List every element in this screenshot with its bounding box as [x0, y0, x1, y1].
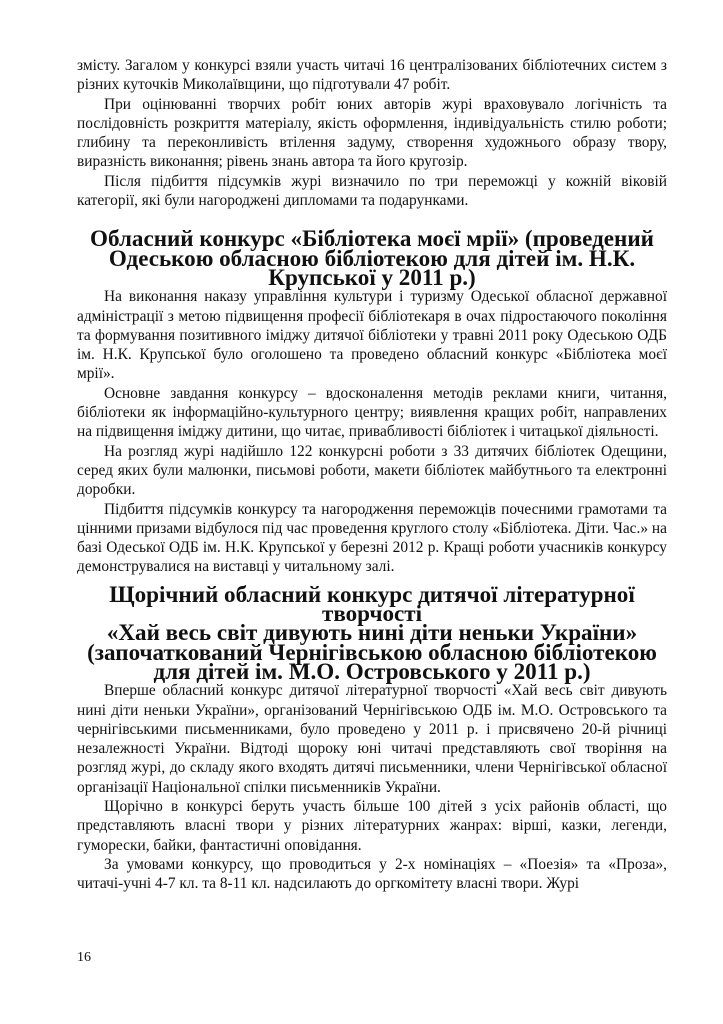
paragraph: Після підбиття підсумків журі визначило по три переможці у кожній віковій категорії, які були нагороджені дипломами та подарунками.: [77, 172, 667, 210]
paragraph: Щорічно в конкурсі беруть участь більше 100 дітей з усіх районів області, що представляють власні твори у різних літературних жанрах: вірші, казки, легенди, гуморески, байки, фантастичні оповідання.: [77, 797, 667, 854]
paragraph: змісту. Загалом у конкурсі взяли участь читачі 16 централізованих бібліотечних систем з різних куточків Миколаївщини, що підготували 47 робіт.: [77, 57, 667, 94]
section-heading-literary-contest: [77, 580, 667, 684]
paragraph: На виконання наказу управління культури і туризму Одеської обласної державної адміністрації з метою підвищення професії бібліотекаря в очах підростаючого покоління та формування позитивного іміджу дитячої бібліотеки у травні 2011 року Одеською ОДБ ім. Н.К. Крупської було оголошено та проведено обласний конкурс «Бібліотека моєї мрії».: [77, 288, 667, 383]
paragraph: При оцінюванні творчих робіт юних авторів журі враховувало логічність та послідовність розкриття матеріалу, якість оформлення, індивідуальність стилю роботи; глибину та переконливість втілення задуму, створення художнього образу твору, виразність виконання; рівень знань автора та його кругозір.: [77, 95, 667, 171]
heading-line: для дітей ім. М.О. Островського у 2011 р.): [153, 657, 591, 684]
heading-line: (започаткований Чернігівською обласною бібліотекою: [87, 638, 657, 665]
section-heading-library-of-dreams: [77, 225, 667, 290]
paragraph: Основне завдання конкурсу – вдосконалення методів реклами книги, читання, бібліотеки як інформаційно-культурного центру; виявлення кращих робіт, направлених на підвищення іміджу дитини, що читає, привабливості бібліотек і читацької діяльності.: [77, 384, 667, 441]
heading-line: Обласний конкурс «Бібліотека моєї мрії» (проведений: [90, 225, 654, 252]
paragraph: Вперше обласний конкурс дитячої літературної творчості «Хай весь світ дивують нині діти неньки України», організований Чернігівською ОДБ ім. М.О. Островського та чернігівськими письменниками, було проведено у 2011 р. і присвячено 20-й річниці незалежності України. Відтоді щороку юні читачі представляють свої творіння на розгляд журі, до складу якого входять дитячі письменники, члени Чернігівської обласної організації Національної спілки письменників України.: [77, 682, 667, 796]
paragraph: Підбиття підсумків конкурсу та нагородження переможців почесними грамотами та цінними призами відбулося під час проведення круглого столу «Бібліотека. Діти. Час.» на базі Одеської ОДБ ім. Н.К. Крупської у березні 2012 р. Кращі роботи учасників конкурсу демонструвалися на виставці у читальному залі.: [77, 500, 667, 576]
document-page: [77, 56, 667, 893]
heading-line: «Хай весь світ дивують нині діти неньки України»: [106, 619, 638, 646]
heading-line: Щорічний обласний конкурс дитячої літературної творчості: [109, 580, 635, 627]
paragraph: На розгляд журі надійшло 122 конкурсні роботи з 33 дитячих бібліотек Одещини, серед яких були малюнки, письмові роботи, макети бібліотек майбутнього та електронні доробки.: [77, 442, 667, 499]
heading-line: Одеською обласною бібліотекою для дітей ім. Н.К. Крупської у 2011 р.): [108, 244, 636, 290]
page-number: 16: [77, 950, 91, 965]
paragraph: За умовами конкурсу, що проводиться у 2-х номінаціях – «Поезія» та «Проза», читачі-учні 4-7 кл. та 8-11 кл. надсилають до оргкомітету власні твори. Журі: [77, 855, 667, 893]
